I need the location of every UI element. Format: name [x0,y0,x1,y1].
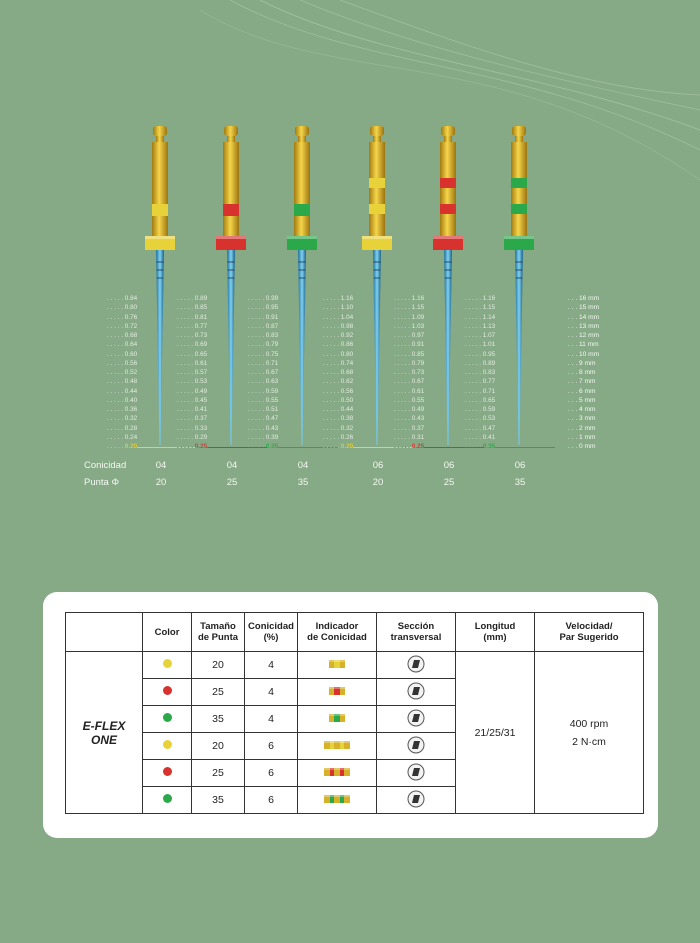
header-seccion [377,613,456,652]
scale-label: . . . . . 0.95 [248,304,279,312]
seccion-cell [377,787,456,814]
scale-label: . . . . . 0.26 [323,433,354,441]
scale-label: . . . . . 0.74 [323,359,354,367]
scale-label: . . . . . 0.39 [248,433,279,441]
scale-label: . . . . . 1.15 [465,304,496,312]
scale-label: . . . . . 0.49 [394,406,425,414]
scale-label: . . . . . 0.44 [107,387,138,395]
scale-label: . . . . . 0.77 [465,378,496,386]
scale-label: . . . . . 0.81 [177,313,208,321]
scale-label: . . . . . 0.83 [465,369,496,377]
color-dot-icon [163,794,172,803]
scale-label: . . . . . 0.52 [107,369,138,377]
scale-label: . . . . . 0.92 [323,332,354,340]
mm-label: . . . 1 mm [568,433,596,441]
scale-column-5 [394,294,438,452]
header-longitud-line1: Longitud [474,621,516,632]
seccion-cell [377,652,456,679]
color-cell [143,760,192,787]
scale-label: . . . . . 1.10 [323,304,354,312]
scale-column-6 [465,294,509,452]
scale-label: . . . . . 0.20 [107,443,138,451]
mm-label: . . . 12 mm [568,332,600,340]
taper-indicator-icon [322,766,352,778]
conicidad-cell: 6 [245,733,298,760]
header-velocidad [535,613,644,652]
color-cell [143,652,192,679]
scale-label: . . . . . 0.71 [248,359,279,367]
cross-section-icon [407,763,425,781]
scale-label: . . . . . 0.55 [394,396,425,404]
mm-label: . . . 4 mm [568,406,596,414]
header-seccion-line2: transversal [390,632,442,643]
scale-label: . . . . . 0.83 [248,332,279,340]
punta-value: 35 [297,477,309,488]
scale-label: . . . . . 0.32 [323,424,354,432]
scale-label: . . . . . 0.89 [465,359,496,367]
scale-label: . . . . . 0.36 [107,406,138,414]
mm-label: . . . 14 mm [568,313,600,321]
scale-label: . . . . . 0.61 [394,387,425,395]
scale-label: . . . . . 0.28 [107,424,138,432]
scale-label: . . . . . 0.44 [323,406,354,414]
scale-label: . . . . . 0.20 [323,443,354,451]
punta-row-label: Punta Φ [84,477,120,488]
scale-label: . . . . . 0.32 [107,415,138,423]
scale-label: . . . . . 0.57 [177,369,208,377]
table-header-row [66,613,644,652]
scale-column-2 [177,294,221,452]
brand-line1: E-FLEX [82,718,126,733]
scale-label: . . . . . 0.49 [177,387,208,395]
scale-label: . . . . . 0.71 [465,387,496,395]
color-dot-icon [163,740,172,749]
scale-label: . . . . . 0.43 [394,415,425,423]
header-tamano-line1: Tamaño [200,621,236,632]
color-dot-icon [163,767,172,776]
cross-section-icon [407,682,425,700]
conicidad-cell: 4 [245,706,298,733]
velocidad-line1: 400 rpm [569,717,609,730]
scale-label: . . . . . 0.38 [323,415,354,423]
scale-label: . . . . . 0.31 [394,433,425,441]
scale-label: . . . . . 0.87 [248,322,279,330]
header-indicador-line1: Indicador [315,621,359,632]
brand-cell [66,652,143,814]
mm-label: . . . 11 mm [568,341,599,349]
header-velocidad-line2: Par Sugerido [559,632,619,643]
scale-label: . . . . . 0.69 [177,341,208,349]
conicidad-value: 06 [514,460,526,471]
tamano-cell: 20 [192,733,245,760]
header-indicador [298,613,377,652]
scale-label: . . . . . 0.68 [323,369,354,377]
conicidad-cell: 6 [245,787,298,814]
scale-label: . . . . . 1.13 [465,322,496,330]
scale-label: . . . . . 1.15 [394,304,425,312]
background-waves [0,0,700,300]
scale-label: . . . . . 0.47 [465,424,496,432]
seccion-cell [377,733,456,760]
color-cell [143,787,192,814]
mm-label: . . . 16 mm [568,295,600,302]
mm-label: . . . 3 mm [568,415,596,423]
cross-section-icon [407,709,425,727]
tamano-cell: 35 [192,706,245,733]
scale-label: . . . . . 1.16 [323,295,354,302]
scale-label: . . . . . 0.41 [177,406,208,414]
conicidad-value: 06 [443,460,455,471]
scale-label: . . . . . 0.97 [394,332,425,340]
scale-label: . . . . . 0.72 [107,322,138,330]
scale-label: . . . . . 0.48 [107,378,138,386]
indicador-cell [298,652,377,679]
scale-label: . . . . . 0.68 [107,332,138,340]
scale-label: . . . . . 0.99 [248,295,279,302]
scale-label: . . . . . 0.43 [248,424,279,432]
tamano-cell: 25 [192,760,245,787]
punta-value: 20 [155,477,167,488]
scale-label: . . . . . 1.01 [465,341,496,349]
conicidad-cell: 6 [245,760,298,787]
scale-label: . . . . . 1.07 [465,332,496,340]
scale-label: . . . . . 0.79 [394,359,425,367]
tamano-cell: 25 [192,679,245,706]
scale-label: . . . . . 0.85 [177,304,208,312]
scale-label: . . . . . 0.29 [177,433,208,441]
scale-label: . . . . . 0.25 [177,443,208,451]
scale-label: . . . . . 0.35 [248,443,279,451]
specs-card [43,592,658,838]
mm-label: . . . 10 mm [568,350,600,358]
base-line [495,447,555,448]
scale-label: . . . . . 0.56 [107,359,138,367]
scale-label: . . . . . 0.73 [177,332,208,340]
mm-scale [568,294,608,452]
scale-label: . . . . . 0.61 [177,359,208,367]
seccion-cell [377,706,456,733]
indicador-cell [298,760,377,787]
scale-column-1 [107,294,151,452]
conicidad-value: 04 [297,460,309,471]
scale-label: . . . . . 0.41 [465,433,496,441]
indicador-cell [298,706,377,733]
cross-section-icon [407,736,425,754]
scale-label: . . . . . 0.33 [177,424,208,432]
conicidad-cell: 4 [245,652,298,679]
scale-label: . . . . . 1.16 [394,295,425,302]
scale-label: . . . . . 0.91 [394,341,425,349]
scale-label: . . . . . 1.09 [394,313,425,321]
tamano-cell: 35 [192,787,245,814]
mm-label: . . . 2 mm [568,424,596,432]
mm-label: . . . 8 mm [568,369,596,377]
scale-label: . . . . . 0.98 [323,322,354,330]
cross-section-icon [407,790,425,808]
scale-label: . . . . . 0.37 [394,424,425,432]
scale-label: . . . . . 0.62 [323,378,354,386]
conicidad-cell: 4 [245,679,298,706]
velocidad-cell [535,652,644,814]
scale-label: . . . . . 1.04 [323,313,354,321]
indicador-cell [298,733,377,760]
scale-label: . . . . . 0.91 [248,313,279,321]
punta-value: 20 [372,477,384,488]
scale-label: . . . . . 1.03 [394,322,425,330]
mm-label: . . . 15 mm [568,304,600,312]
header-tamano-line2: de Punta [197,632,239,643]
taper-indicator-icon [327,685,347,697]
scale-column-4 [323,294,367,452]
scale-label: . . . . . 0.67 [248,369,279,377]
scale-label: . . . . . 0.85 [394,350,425,358]
scale-label: . . . . . 0.37 [177,415,208,423]
color-dot-icon [163,713,172,722]
scale-label: . . . . . 0.65 [465,396,496,404]
scale-label: . . . . . 0.67 [394,378,425,386]
brand-line2: ONE [90,732,117,747]
scale-label: . . . . . 0.47 [248,415,279,423]
scale-label: . . . . . 1.14 [465,313,496,321]
header-longitud [456,613,535,652]
color-dot-icon [163,686,172,695]
indicador-cell [298,787,377,814]
scale-label: . . . . . 0.80 [107,304,138,312]
scale-label: . . . . . 0.60 [107,350,138,358]
indicador-cell [298,679,377,706]
mm-label: . . . 0 mm [568,443,596,451]
mm-label: . . . 6 mm [568,387,596,395]
seccion-cell [377,760,456,787]
color-cell [143,679,192,706]
scale-label: . . . . . 0.89 [177,295,208,302]
conicidad-value: 04 [226,460,238,471]
scale-label: . . . . . 0.24 [107,433,138,441]
scale-label: . . . . . 0.55 [248,396,279,404]
table-row [66,652,644,679]
punta-value: 25 [226,477,238,488]
scale-label: . . . . . 0.53 [177,378,208,386]
header-seccion-line1: Sección [397,621,435,632]
scale-label: . . . . . 0.59 [248,387,279,395]
conicidad-value: 06 [372,460,384,471]
taper-indicator-icon [322,793,352,805]
scale-label: . . . . . 0.56 [323,387,354,395]
mm-label: . . . 5 mm [568,396,596,404]
scale-label: . . . . . 0.40 [107,396,138,404]
mm-label: . . . 9 mm [568,359,596,367]
tamano-cell: 20 [192,652,245,679]
scale-label: . . . . . 0.76 [107,313,138,321]
scale-column-3 [248,294,292,452]
scale-label: . . . . . 0.53 [465,415,496,423]
header-conicidad [245,613,298,652]
color-cell [143,706,192,733]
taper-indicator-icon [327,658,347,670]
header-conicidad-line2: (%) [263,632,279,643]
scale-label: . . . . . 0.77 [177,322,208,330]
scale-label: . . . . . 0.59 [465,406,496,414]
header-longitud-line2: (mm) [483,632,507,643]
scale-label: . . . . . 0.25 [394,443,425,451]
color-cell [143,733,192,760]
header-color: Color [143,613,192,652]
scale-label: . . . . . 0.65 [177,350,208,358]
mm-label: . . . 13 mm [568,322,600,330]
scale-label: . . . . . 0.75 [248,350,279,358]
specs-table [65,612,644,814]
scale-label: . . . . . 0.50 [323,396,354,404]
header-conicidad-line1: Conicidad [248,621,294,632]
scale-label: . . . . . 0.45 [177,396,208,404]
scale-label: . . . . . 0.64 [107,341,138,349]
taper-indicator-icon [327,712,347,724]
mm-label: . . . 7 mm [568,378,596,386]
punta-value: 25 [443,477,455,488]
longitud-cell: 21/25/31 [456,652,535,814]
header-velocidad-line1: Velocidad/ [565,621,613,632]
seccion-cell [377,679,456,706]
scale-label: . . . . . 1.16 [465,295,496,302]
scale-label: . . . . . 0.63 [248,378,279,386]
conicidad-row-label: Conicidad [84,460,127,471]
scale-label: . . . . . 0.79 [248,341,279,349]
scale-label: . . . . . 0.73 [394,369,425,377]
cross-section-icon [407,655,425,673]
scale-label: . . . . . 0.80 [323,350,354,358]
scale-label: . . . . . 0.51 [248,406,279,414]
header-indicador-line2: de Conicidad [307,632,367,643]
scale-label: . . . . . 0.84 [107,295,138,302]
scale-label: . . . . . 0.95 [465,350,496,358]
taper-indicator-icon [322,739,352,751]
scale-label: . . . . . 0.35 [465,443,496,451]
punta-value: 35 [514,477,526,488]
header-empty [66,613,143,652]
conicidad-value: 04 [155,460,167,471]
color-dot-icon [163,659,172,668]
velocidad-line2: 2 N·cm [572,735,606,748]
scale-label: . . . . . 0.86 [323,341,354,349]
header-tamano [192,613,245,652]
